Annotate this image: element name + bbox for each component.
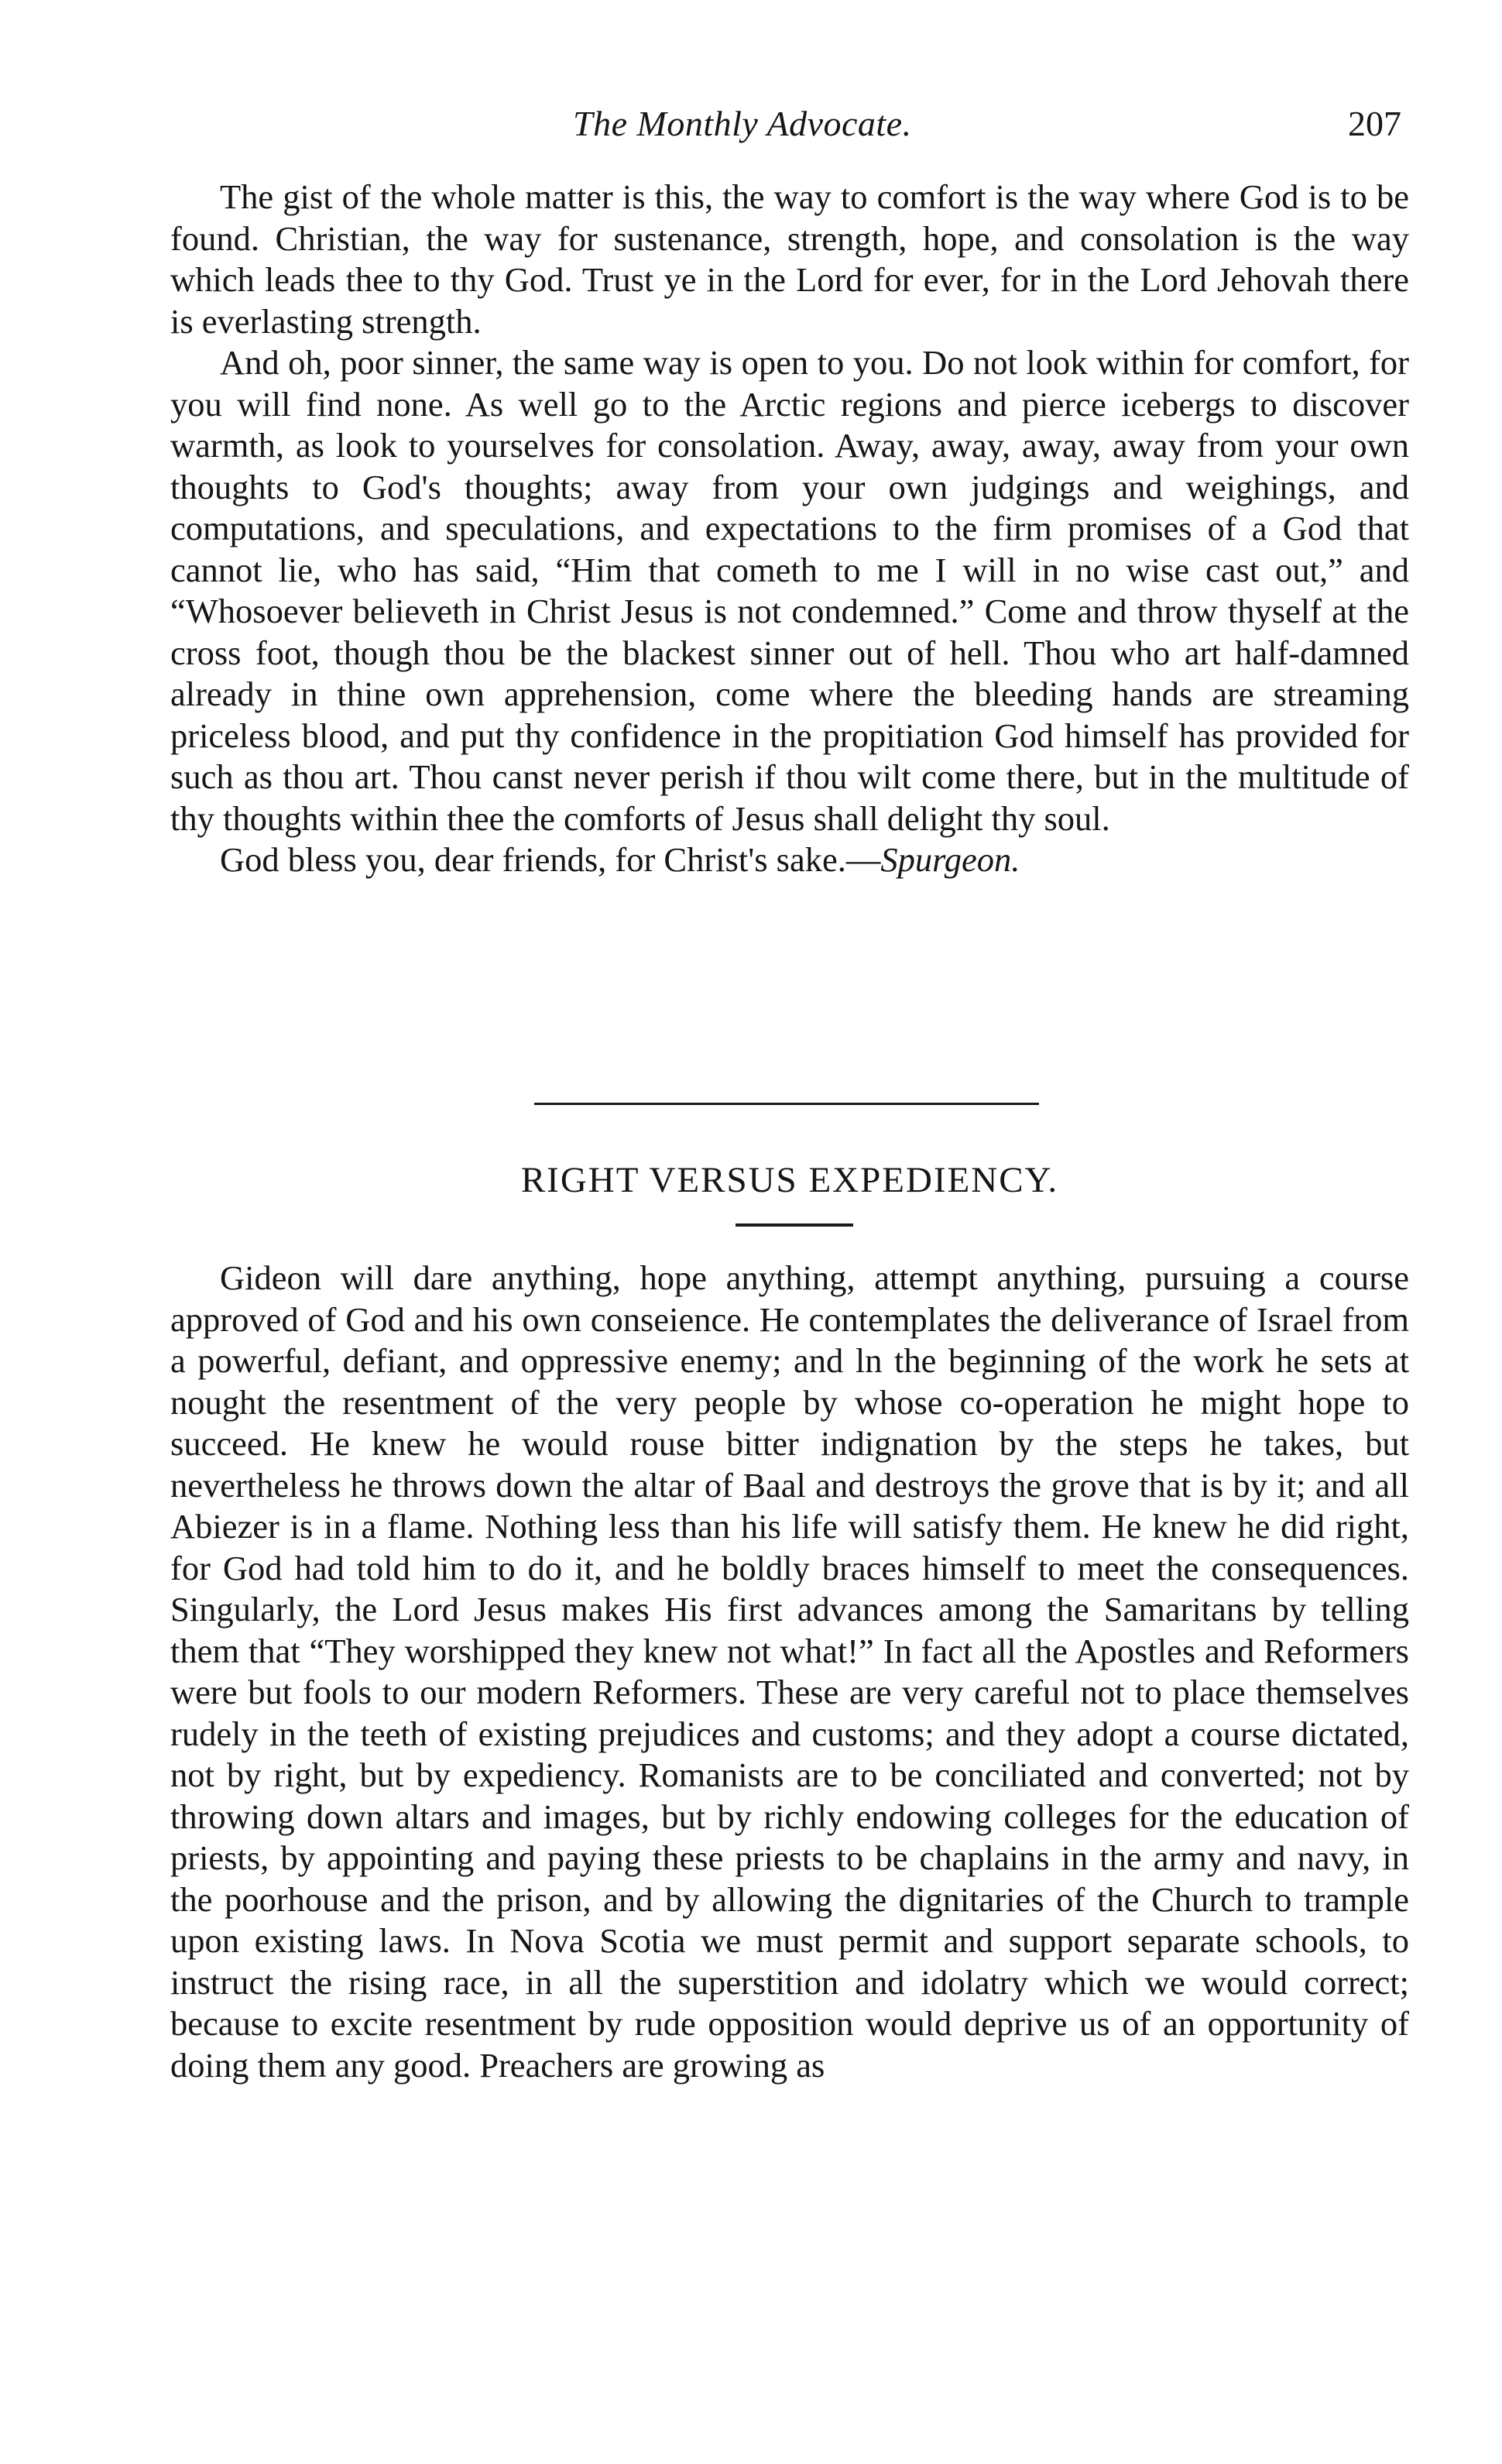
signoff-text: God bless you, dear friends, for Christ's sake.— <box>220 840 881 879</box>
paragraph: And oh, poor sinner, the same way is open to you. Do not look within for comfort, for you will find none. As well go to the Arctic regions and pierce icebergs to discover warmth, as look to yourselves for consolation. Away, away, away, away from your own thoughts to God's thoughts; away from your own judgings and weighings, and computations, and speculations, and expectations to the firm promises of a God that cannot lie, who has said, “Him that cometh to me I will in no wise cast out,” and “Whosoever believeth in Christ Jesus is not condemned.” Come and throw thyself at the cross foot, though thou be the blackest sinner out of hell. Thou who art half-damned already in thine own apprehension, come where the bleeding hands are streaming priceless blood, and put thy confidence in the propitiation God himself has provided for such as thou art. Thou canst never perish if thou wilt come there, but in the multitude of thy thoughts within thee the comforts of Jesus shall delight thy soul. <box>170 343 1409 838</box>
author-name: Spurgeon. <box>880 840 1020 879</box>
running-header <box>170 101 1409 147</box>
article-title: RIGHT VERSUS EXPEDIENCY. <box>520 1160 1059 1200</box>
paragraph: Gideon will dare anything, hope anything, attempt anything, pursuing a course approved of God and his own conseience. He contemplates the deliverance of Israel from a powerful, defiant, and oppressive enemy; and ln the beginning of the work he sets at nought the resentment of the very people by whose co-operation he might hope to succeed. He knew he would rouse bitter indignation by the steps he takes, but nevertheless he throws down the altar of Baal and destroys the grove that is by it; and all Abiezer is in a flame. Nothing less than his life will satisfy them. He knew he did right, for God had told him to do it, and he boldly braces himself to meet the consequences. Singularly, the Lord Jesus makes His first advances among the Samaritans by telling them that “They worshipped they knew not what!” In fact all the Apostles and Reformers were but fools to our modern Reformers. These are very careful not to place themselves rudely in the teeth of existing prejudices and customs; and they adopt a course dictated, not by right, but by expediency. Romanists are to be conciliated and converted; not by throwing down altars and images, but by richly endowing colleges for the education of priests, by appointing and paying these priests to be chaplains in the army and navy, in the poorhouse and the prison, and by allowing the dignitaries of the Church to trample upon existing laws. In Nova Scotia we must permit and support separate schools, to instruct the rising race, in all the superstition and idolatry which we would correct; because to excite resentment by rude opposition would deprive us of an opportunity of doing them any good. Preachers are growing as <box>170 1258 1409 2085</box>
title-underline-rule <box>736 1223 853 1227</box>
running-title: The Monthly Advocate. <box>573 104 912 143</box>
signoff-line <box>170 839 1409 881</box>
article-body <box>170 1258 1409 2086</box>
page-number: 207 <box>1348 104 1401 143</box>
sermon-conclusion <box>170 177 1409 881</box>
section-divider-rule <box>534 1103 1039 1105</box>
paragraph: The gist of the whole matter is this, the way to comfort is the way where God is to be found. Christian, the way for sustenance, strength, hope, and consolation is the way which leads thee to thy God. Trust ye in the Lord for ever, for in the Lord Jehovah there is everlasting strength. <box>170 177 1409 341</box>
